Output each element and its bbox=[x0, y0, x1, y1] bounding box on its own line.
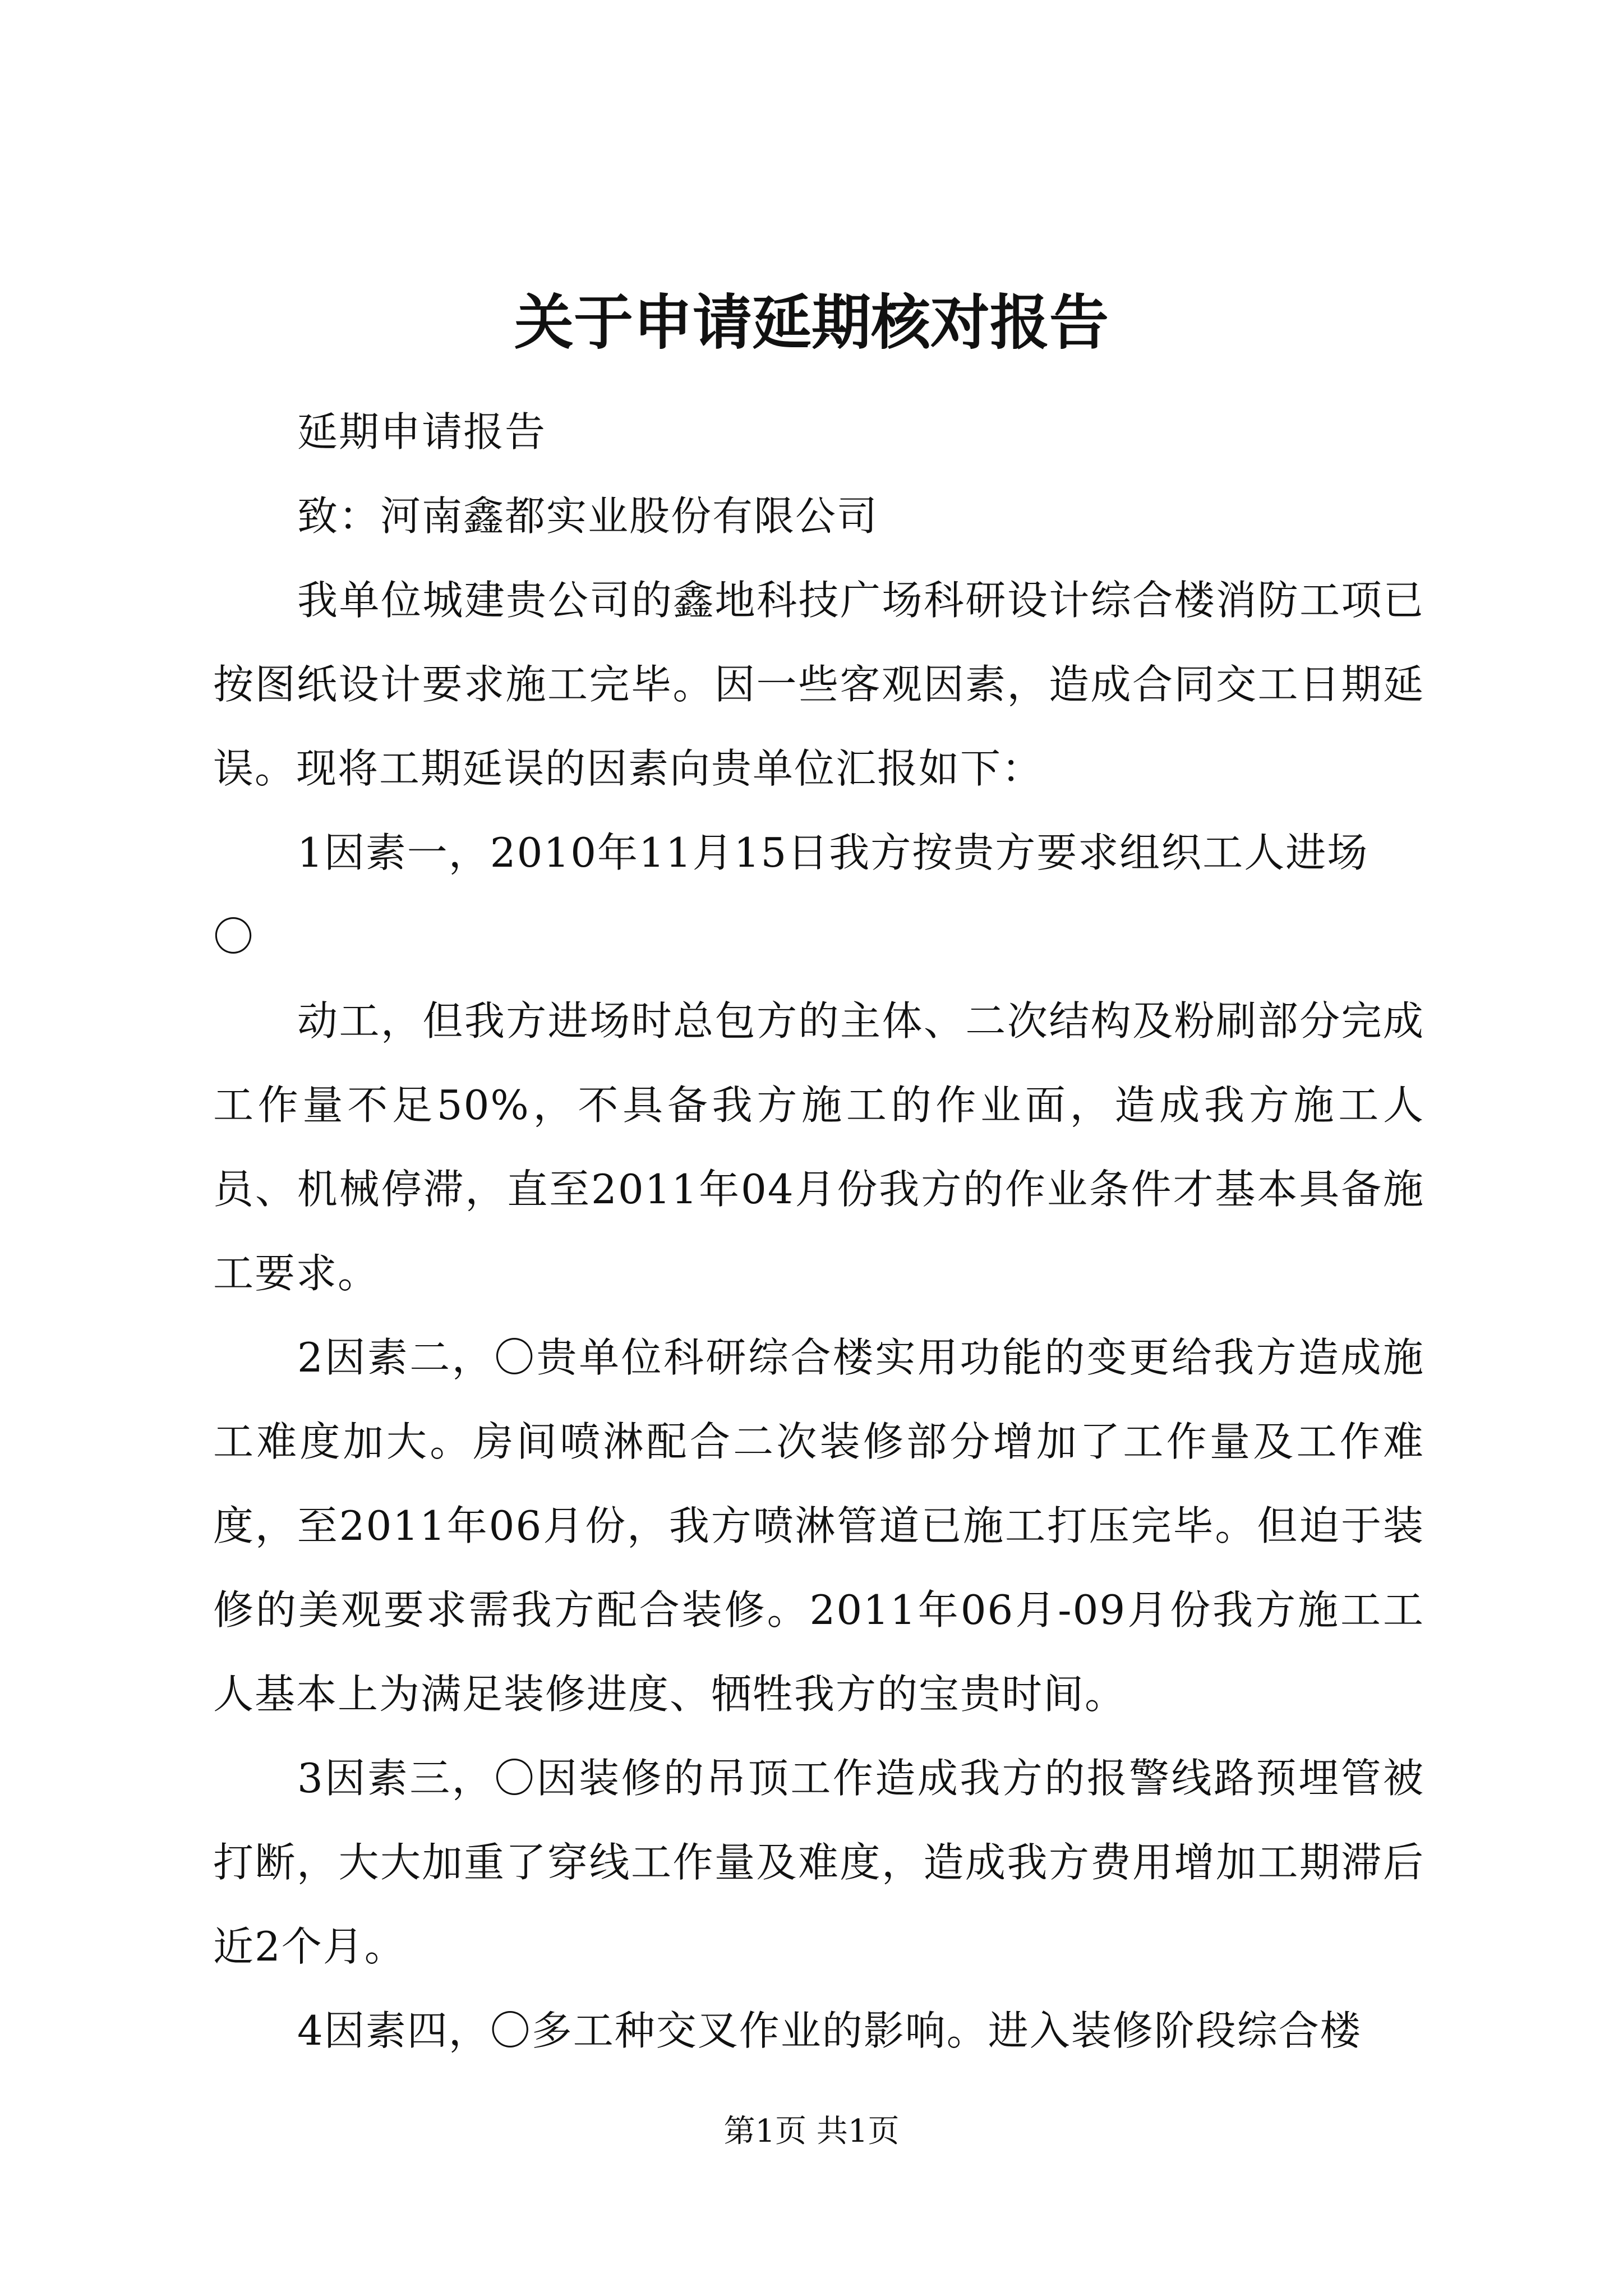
page-footer: 第1页 共1页 bbox=[723, 2113, 900, 2150]
paragraph-intro: 我单位城建贵公司的鑫地科技广场科研设计综合楼消防工项已按图纸设计要求施工完毕。因一些客观因素，造成合同交工日期延误。现将工期延误的因素向贵单位汇报如下： bbox=[213, 577, 1424, 792]
paragraph-factor-1: 1因素一，2010年11月15日我方按贵方要求组织工人进场 bbox=[297, 829, 1369, 876]
paragraph-factor-2: 2因素二，〇贵单位科研综合楼实用功能的变更给我方造成施工难度加大。房间喷淋配合二次装修部分增加了工作量及工作难度，至2011年06月份，我方喷淋管道已施工打压完毕。但迫于装修的美观要求需我方配合装修。2011年06月-09月份我方施工工人基本上为满足装修进度、牺牲我方的宝贵时间。 bbox=[213, 1334, 1424, 1718]
circle-symbol: 〇 bbox=[213, 913, 254, 960]
paragraph-factor-4: 4因素四，〇多工种交叉作业的影响。进入装修阶段综合楼 bbox=[297, 2007, 1362, 2054]
paragraph-subtitle: 延期申请报告 bbox=[297, 408, 547, 455]
paragraph-addressee: 致：河南鑫都实业股份有限公司 bbox=[297, 493, 879, 540]
document-title: 关于申请延期核对报告 bbox=[514, 287, 1109, 357]
document-body bbox=[213, 390, 1424, 2073]
paragraph-factor-1-continued: 动工，但我方进场时总包方的主体、二次结构及粉刷部分完成工作量不足50%，不具备我方施工的作业面，造成我方施工人员、机械停滞，直至2011年04月份我方的作业条件才基本具备施工要求。 bbox=[213, 997, 1424, 1297]
paragraph-factor-3: 3因素三，〇因装修的吊顶工作造成我方的报警线路预埋管被打断，大大加重了穿线工作量及难度，造成我方费用增加工期滞后近2个月。 bbox=[213, 1755, 1424, 1970]
